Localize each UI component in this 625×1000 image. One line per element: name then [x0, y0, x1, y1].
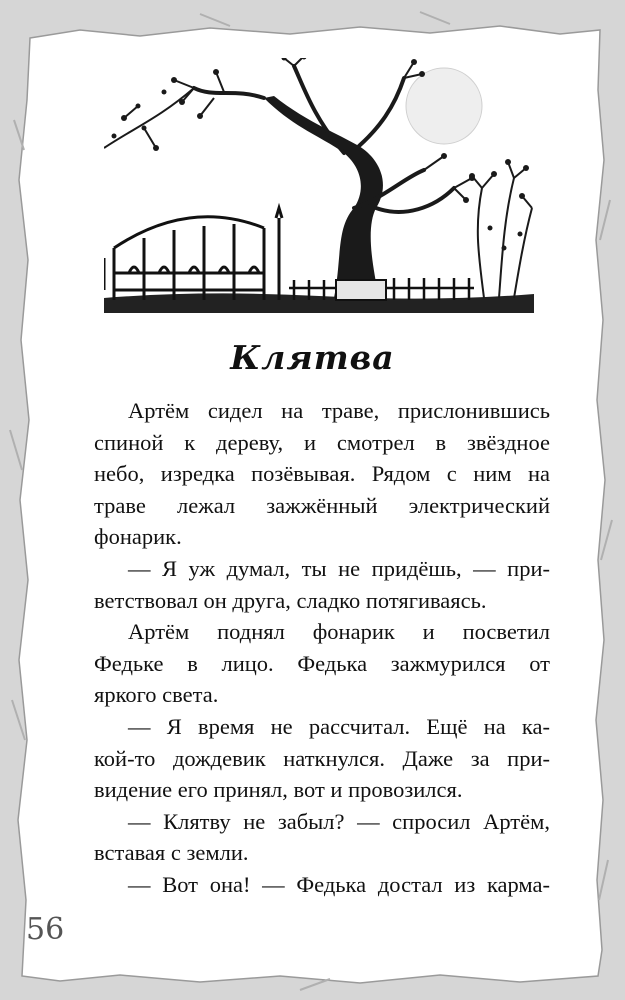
- night-garden-illustration: [104, 58, 534, 313]
- text-line: — Я время не рассчитал. Ещё на ка-: [128, 713, 550, 739]
- text-line: кой-то дождевик наткнулся. Даже за при-: [94, 745, 550, 771]
- text-line: Артём поднял фонарик и посветил: [128, 619, 550, 645]
- stone-wall: [336, 280, 386, 300]
- text-line: траве лежал зажжённый электрический: [94, 492, 550, 518]
- text-line: фонарик.: [94, 524, 182, 550]
- text-line: яркого света.: [94, 682, 219, 708]
- body-text: [94, 395, 550, 901]
- text-line: ветствовал он друга, сладко потягиваясь.: [94, 587, 487, 613]
- text-line: вставая с земли.: [94, 840, 249, 866]
- chapter-title: Клятва: [230, 338, 395, 377]
- text-line: Артём сидел на траве, прислонившись: [128, 398, 550, 423]
- text-line: Федьке в лицо. Федька зажмурился от: [94, 650, 550, 676]
- text-line: небо, изредка позёвывая. Рядом с ним на: [94, 461, 550, 487]
- text-line: — Я уж думал, ты не придёшь, — при-: [128, 555, 550, 581]
- text-line: видение его принял, вот и провозился.: [94, 777, 463, 803]
- bushes: [472, 162, 532, 298]
- page-number: 56: [26, 912, 65, 947]
- moon: [406, 68, 482, 144]
- text-line: — Вот она! — Федька достал из карма-: [128, 871, 550, 897]
- iron-gate: [104, 208, 282, 300]
- text-line: — Клятву не забыл? — спросил Артём,: [128, 808, 550, 834]
- text-line: спиной к дереву, и смотрел в звёздное: [94, 429, 550, 455]
